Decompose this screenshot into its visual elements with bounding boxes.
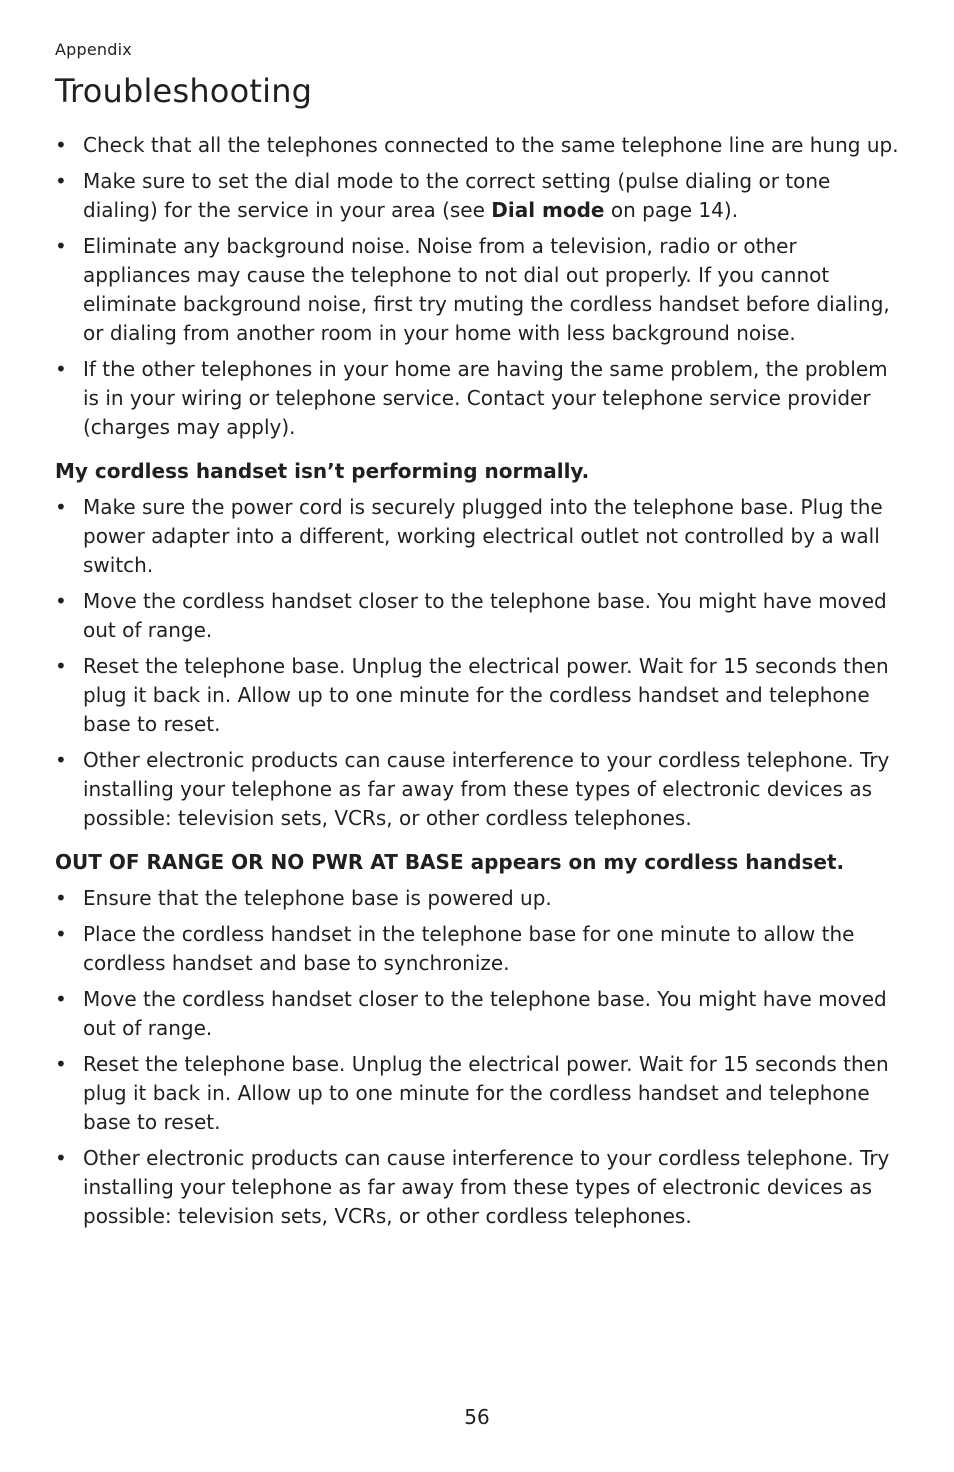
bullet-icon: • [55,133,67,157]
list-item-text: Make sure the power cord is securely plugged into the telephone base. Plug the power adapter into a different, working electrical outlet not controlled by a wall switch. [83,495,883,577]
bullet-icon: • [55,748,67,772]
list-item [55,355,905,442]
bullet-icon: • [55,654,67,678]
list-item-text: Make sure to set the dial mode to the correct setting (pulse dialing or tone dialing) for the service in your area (see [83,169,831,222]
list-item [55,1050,905,1137]
bullet-icon: • [55,234,67,258]
list-item-text: If the other telephones in your home are having the same problem, the problem is in your wiring or telephone service. Contact your telephone service provider (charges may apply). [83,357,888,439]
list-item [55,1144,905,1231]
bullet-icon: • [55,922,67,946]
bullet-icon: • [55,1052,67,1076]
bullet-icon: • [55,987,67,1011]
list-item-text: Move the cordless handset closer to the telephone base. You might have moved out of range. [83,589,887,642]
troubleshooting-list-general [55,131,905,442]
dial-mode-reference: Dial mode [491,198,605,222]
bullet-icon: • [55,495,67,519]
list-item [55,920,905,978]
list-item [55,131,905,160]
subheading-out-of-range: OUT OF RANGE OR NO PWR AT BASE appears on my cordless handset. [55,850,845,874]
list-item [55,746,905,833]
list-item-text: Reset the telephone base. Unplug the electrical power. Wait for 15 seconds then plug it back in. Allow up to one minute for the cordless handset and telephone base to reset. [83,654,889,736]
content [55,131,905,1238]
list-item-text: Reset the telephone base. Unplug the electrical power. Wait for 15 seconds then plug it back in. Allow up to one minute for the cordless handset and telephone base to reset. [83,1052,889,1134]
bullet-icon: • [55,357,67,381]
list-item [55,985,905,1043]
list-item-text: on page 14). [604,198,739,222]
bullet-icon: • [55,886,67,910]
list-item-text: Other electronic products can cause interference to your cordless telephone. Try installing your telephone as far away from these types of electronic devices as possible: television sets, VCRs, or other cordless telephones. [83,1146,890,1228]
list-item-text: Move the cordless handset closer to the telephone base. You might have moved out of range. [83,987,887,1040]
list-item-text: Eliminate any background noise. Noise from a television, radio or other appliances may cause the telephone to not dial out properly. If you cannot eliminate background noise, first try muting the cordless handset before dialing, or dialing from another room in your home with less background noise. [83,234,890,345]
list-item [55,587,905,645]
troubleshooting-list-handset [55,493,905,833]
section-label: Appendix [55,40,132,59]
list-item-text: Ensure that the telephone base is powered up. [83,886,552,910]
troubleshooting-list-out-of-range [55,884,905,1231]
list-item-text: Other electronic products can cause interference to your cordless telephone. Try installing your telephone as far away from these types of electronic devices as possible: television sets, VCRs, or other cordless telephones. [83,748,890,830]
list-item [55,652,905,739]
list-item [55,493,905,580]
subheading-handset-performance: My cordless handset isn’t performing normally. [55,459,590,483]
list-item-text: Place the cordless handset in the telephone base for one minute to allow the cordless handset and base to synchronize. [83,922,855,975]
list-item [55,884,905,913]
bullet-icon: • [55,589,67,613]
bullet-icon: • [55,169,67,193]
list-item-text: Check that all the telephones connected to the same telephone line are hung up. [83,133,899,157]
page-title: Troubleshooting [55,72,313,110]
list-item [55,232,905,348]
bullet-icon: • [55,1146,67,1170]
page-number: 56 [464,1405,490,1429]
list-item [55,167,905,225]
